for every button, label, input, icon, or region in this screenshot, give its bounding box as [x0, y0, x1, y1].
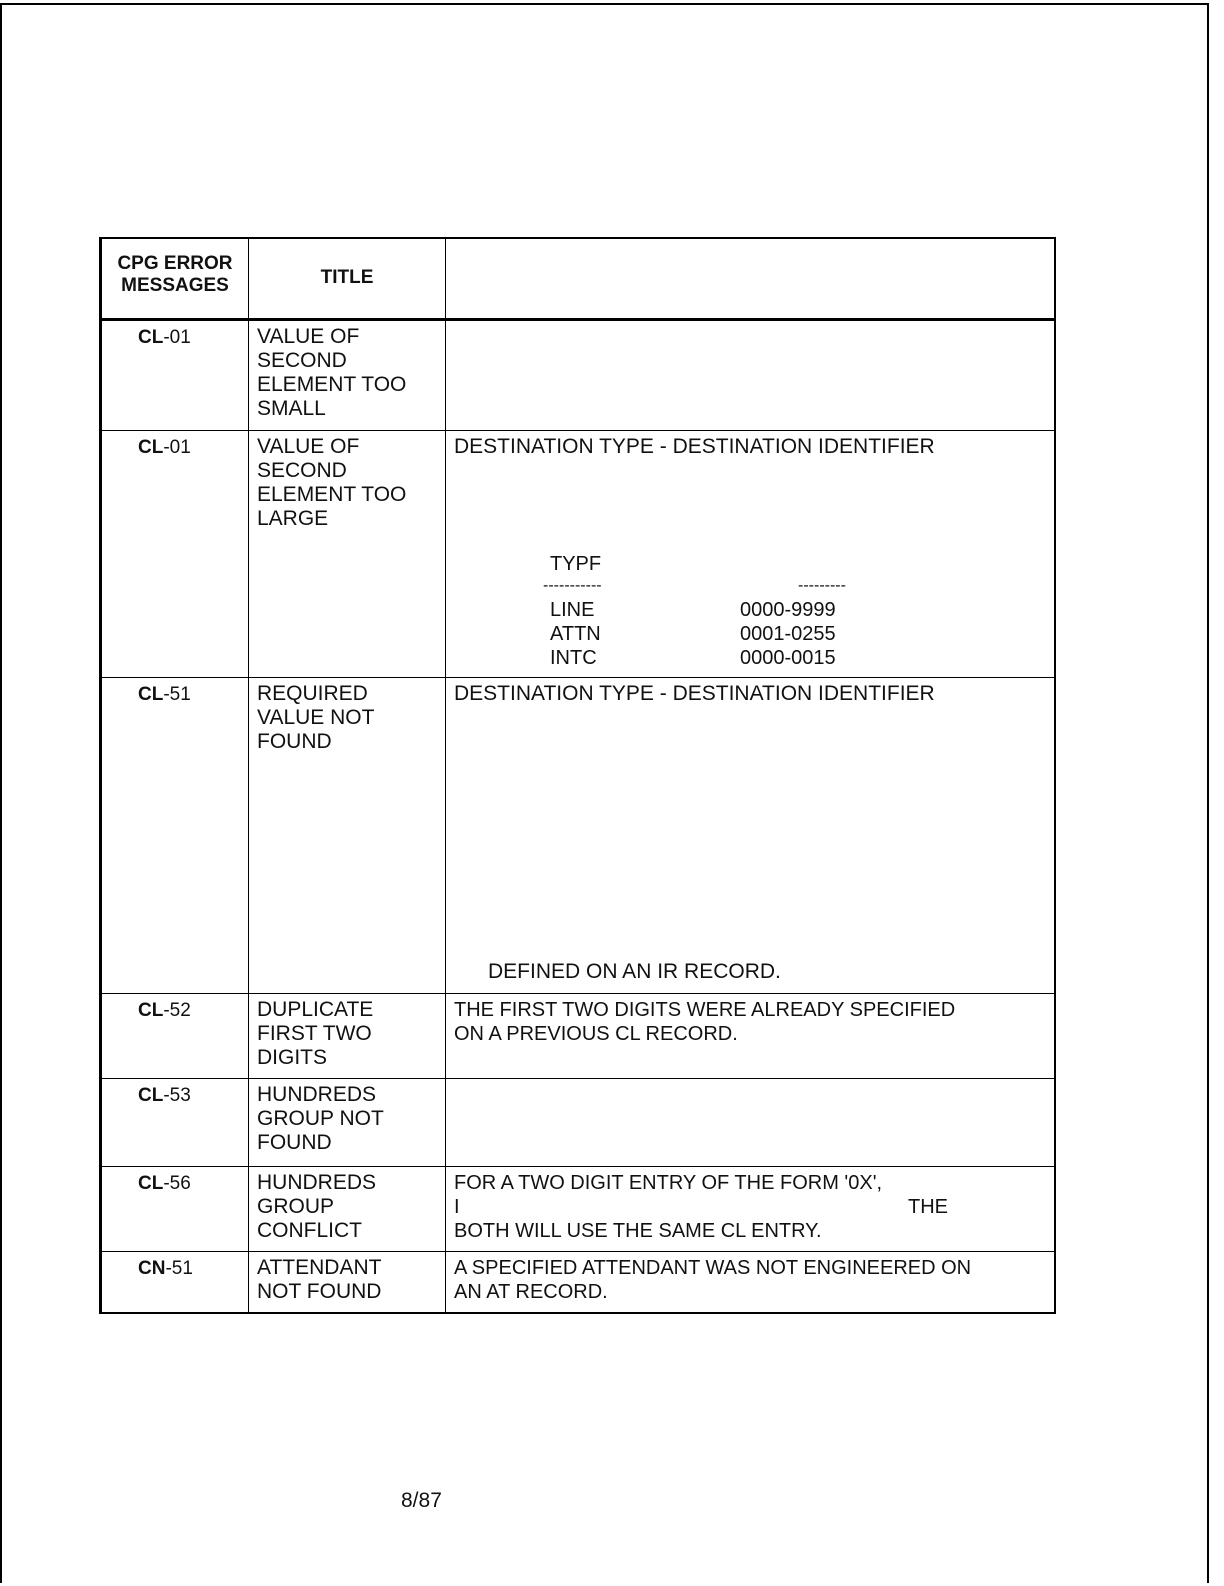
header-line-2: MESSAGES — [121, 275, 229, 296]
code-prefix: CL — [138, 684, 164, 705]
header-cpg-error-messages — [102, 239, 249, 318]
title-line: ELEMENT TOO — [257, 373, 407, 396]
error-description — [446, 1167, 1054, 1251]
header-line-1: CPG ERROR — [117, 253, 233, 274]
title-line: ATTENDANT — [257, 1256, 382, 1279]
title-line: SMALL — [257, 397, 326, 420]
error-code — [102, 1252, 249, 1312]
code-number: -51 — [163, 684, 191, 705]
subtable-type: INTC — [550, 647, 597, 669]
error-title — [249, 321, 446, 430]
title-line: FOUND — [257, 730, 332, 753]
subtable-rule: ----------- — [543, 577, 602, 594]
error-code — [102, 431, 249, 677]
title-line: ELEMENT TOO — [257, 483, 407, 506]
title-line: CONFLICT — [257, 1219, 362, 1242]
description-line: A SPECIFIED ATTENDANT WAS NOT ENGINEERED ON — [454, 1257, 972, 1279]
subtable-range: 0001-0255 — [740, 623, 836, 645]
code-prefix: CN — [138, 1258, 166, 1279]
subtable-type: LINE — [550, 599, 595, 621]
code-prefix: CL — [138, 1085, 164, 1106]
description-line: AN AT RECORD. — [454, 1281, 608, 1303]
error-title — [249, 994, 446, 1078]
error-code — [102, 994, 249, 1078]
description-bottom-text: DEFINED ON AN IR RECORD. — [488, 960, 781, 983]
error-code — [102, 678, 249, 993]
title-line: NOT FOUND — [257, 1280, 382, 1303]
error-code — [102, 321, 249, 430]
error-title — [249, 1252, 446, 1312]
title-line: HUNDREDS — [257, 1083, 377, 1106]
error-description — [446, 994, 1054, 1078]
description-line: BOTH WILL USE THE SAME CL ENTRY. — [454, 1220, 822, 1242]
subtable-type-header: TYPF — [550, 553, 602, 575]
subtable-range: 0000-0015 — [740, 647, 836, 669]
table-header-row — [102, 239, 1054, 321]
description-text: DESTINATION TYPE - DESTINATION IDENTIFIER — [454, 435, 935, 458]
error-description — [446, 321, 1054, 430]
error-code — [102, 1079, 249, 1166]
subtable-range: 0000-9999 — [740, 599, 836, 621]
error-title — [249, 431, 446, 677]
header-title: TITLE — [249, 239, 446, 318]
header-description — [446, 239, 1054, 318]
error-description — [446, 678, 1054, 993]
title-line: GROUP — [257, 1195, 335, 1218]
title-line: VALUE NOT — [257, 706, 375, 729]
title-line: FOUND — [257, 1131, 332, 1154]
code-number: -01 — [163, 437, 191, 458]
code-prefix: CL — [138, 1000, 164, 1021]
subtable-rule: --------- — [798, 577, 846, 594]
title-line: VALUE OF — [257, 435, 360, 458]
table-row — [102, 1252, 1054, 1312]
code-prefix: CL — [138, 437, 164, 458]
title-line: SECOND — [257, 459, 347, 482]
description-line: I — [454, 1196, 460, 1218]
table-row — [102, 1079, 1054, 1167]
subtable-type: ATTN — [550, 623, 601, 645]
description-line: FOR A TWO DIGIT ENTRY OF THE FORM '0X', — [454, 1172, 883, 1194]
error-description — [446, 1079, 1054, 1166]
table-row — [102, 1167, 1054, 1252]
title-line: VALUE OF — [257, 325, 360, 348]
title-line: REQUIRED — [257, 682, 368, 705]
code-number: -01 — [163, 327, 191, 348]
error-messages-table — [99, 237, 1056, 1314]
table-row — [102, 431, 1054, 678]
code-prefix: CL — [138, 1173, 164, 1194]
error-description — [446, 431, 1054, 677]
title-line: FIRST TWO — [257, 1022, 372, 1045]
error-description — [446, 1252, 1054, 1312]
table-row — [102, 321, 1054, 431]
error-code — [102, 1167, 249, 1251]
code-number: -53 — [163, 1085, 191, 1106]
code-prefix: CL — [138, 327, 164, 348]
error-title — [249, 1167, 446, 1251]
title-line: SECOND — [257, 349, 347, 372]
description-line: THE FIRST TWO DIGITS WERE ALREADY SPECIFIED — [454, 999, 956, 1021]
code-number: -52 — [163, 1000, 191, 1021]
code-number: -56 — [163, 1173, 191, 1194]
title-line: DUPLICATE — [257, 998, 374, 1021]
description-line: ON A PREVIOUS CL RECORD. — [454, 1023, 738, 1045]
table-row — [102, 678, 1054, 994]
error-title — [249, 1079, 446, 1166]
title-line: LARGE — [257, 507, 329, 530]
page-footer-date: 8/87 — [401, 1489, 442, 1512]
title-line: GROUP NOT — [257, 1107, 384, 1130]
description-text: DESTINATION TYPE - DESTINATION IDENTIFIER — [454, 682, 935, 705]
description-fragment: THE — [908, 1196, 948, 1218]
title-line: HUNDREDS — [257, 1171, 377, 1194]
code-number: -51 — [165, 1258, 193, 1279]
table-row — [102, 994, 1054, 1079]
error-title — [249, 678, 446, 993]
title-line: DIGITS — [257, 1046, 328, 1069]
